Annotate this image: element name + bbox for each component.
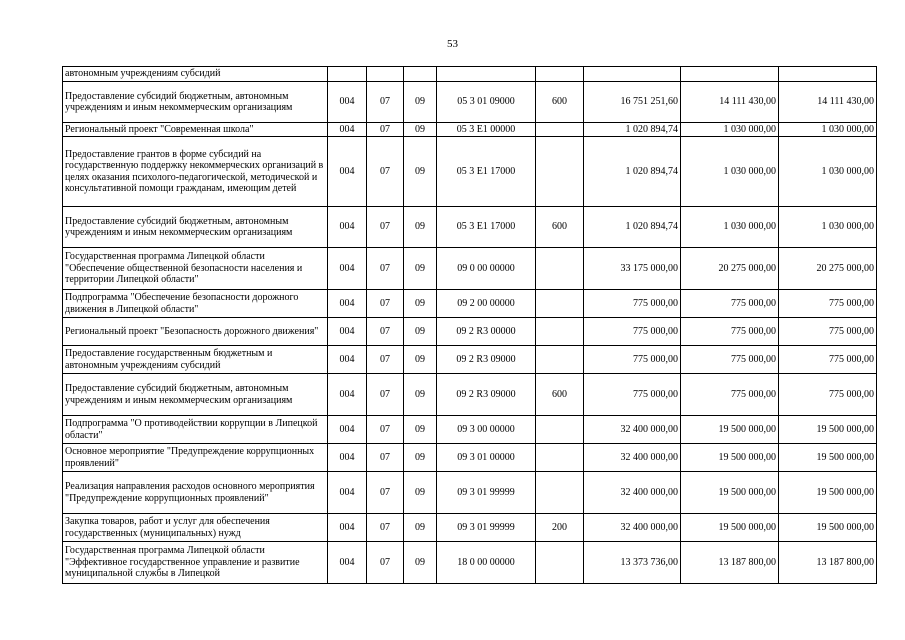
row-subsection: 09 xyxy=(404,248,437,290)
row-expense-type xyxy=(536,290,584,318)
row-expense-type xyxy=(536,67,584,82)
row-subsection: 09 xyxy=(404,444,437,472)
row-subsection: 09 xyxy=(404,514,437,542)
row-amount-year2: 1 030 000,00 xyxy=(681,123,779,137)
table-row xyxy=(63,290,877,318)
row-amount-year2: 775 000,00 xyxy=(681,290,779,318)
row-section: 07 xyxy=(367,207,404,248)
table-row xyxy=(63,123,877,137)
table-row xyxy=(63,82,877,123)
row-amount-year2: 20 275 000,00 xyxy=(681,248,779,290)
row-ved: 004 xyxy=(328,542,367,584)
row-name: Подпрограмма "Обеспечение безопасности дорожного движения в Липецкой области" xyxy=(63,290,328,318)
row-target-article: 05 3 E1 17000 xyxy=(437,137,536,207)
budget-table xyxy=(62,66,877,584)
row-amount-year3: 13 187 800,00 xyxy=(779,542,877,584)
row-name: Предоставление государственным бюджетным и автономным учреждениям субсидий xyxy=(63,346,328,374)
row-amount-year2: 775 000,00 xyxy=(681,346,779,374)
row-ved xyxy=(328,67,367,82)
row-amount-year1: 775 000,00 xyxy=(584,318,681,346)
row-amount-year3: 20 275 000,00 xyxy=(779,248,877,290)
row-section: 07 xyxy=(367,248,404,290)
row-amount-year1: 1 020 894,74 xyxy=(584,207,681,248)
row-amount-year2: 14 111 430,00 xyxy=(681,82,779,123)
row-name: Предоставление грантов в форме субсидий на государственную поддержку некоммерческих организаций в целях оказания психолого-педагогической, методической и консультативной помощи гражданам, имеющим детей xyxy=(63,137,328,207)
table-row xyxy=(63,472,877,514)
row-amount-year2: 19 500 000,00 xyxy=(681,472,779,514)
row-amount-year1: 33 175 000,00 xyxy=(584,248,681,290)
row-subsection: 09 xyxy=(404,416,437,444)
row-ved: 004 xyxy=(328,82,367,123)
row-target-article: 09 3 01 99999 xyxy=(437,514,536,542)
row-amount-year1: 32 400 000,00 xyxy=(584,514,681,542)
row-section: 07 xyxy=(367,137,404,207)
row-subsection: 09 xyxy=(404,318,437,346)
row-target-article xyxy=(437,67,536,82)
row-amount-year1: 16 751 251,60 xyxy=(584,82,681,123)
row-name: Основное мероприятие "Предупреждение коррупционных проявлений" xyxy=(63,444,328,472)
row-name: Закупка товаров, работ и услуг для обеспечения государственных (муниципальных) нужд xyxy=(63,514,328,542)
table-row xyxy=(63,137,877,207)
table-row xyxy=(63,207,877,248)
row-amount-year3: 19 500 000,00 xyxy=(779,444,877,472)
table-row xyxy=(63,248,877,290)
row-amount-year1: 775 000,00 xyxy=(584,374,681,416)
row-amount-year3: 19 500 000,00 xyxy=(779,514,877,542)
row-target-article: 05 3 E1 00000 xyxy=(437,123,536,137)
table-row xyxy=(63,318,877,346)
row-expense-type: 600 xyxy=(536,82,584,123)
row-amount-year3: 775 000,00 xyxy=(779,374,877,416)
row-expense-type xyxy=(536,416,584,444)
table-row xyxy=(63,444,877,472)
row-name: Предоставление субсидий бюджетным, автономным учреждениям и иным некоммерческим организациям xyxy=(63,374,328,416)
row-expense-type: 200 xyxy=(536,514,584,542)
row-target-article: 18 0 00 00000 xyxy=(437,542,536,584)
row-expense-type: 600 xyxy=(536,374,584,416)
table-row xyxy=(63,67,877,82)
row-name: Предоставление субсидий бюджетным, автономным учреждениям и иным некоммерческим организациям xyxy=(63,82,328,123)
table-row xyxy=(63,514,877,542)
row-amount-year3: 1 030 000,00 xyxy=(779,207,877,248)
row-ved: 004 xyxy=(328,248,367,290)
row-ved: 004 xyxy=(328,374,367,416)
row-subsection: 09 xyxy=(404,542,437,584)
row-name: Государственная программа Липецкой области "Обеспечение общественной безопасности населения и территории Липецкой области" xyxy=(63,248,328,290)
row-amount-year3: 14 111 430,00 xyxy=(779,82,877,123)
row-amount-year2: 19 500 000,00 xyxy=(681,416,779,444)
row-subsection: 09 xyxy=(404,137,437,207)
row-subsection: 09 xyxy=(404,82,437,123)
row-ved: 004 xyxy=(328,290,367,318)
table-row xyxy=(63,346,877,374)
row-amount-year2: 19 500 000,00 xyxy=(681,444,779,472)
row-amount-year2: 1 030 000,00 xyxy=(681,207,779,248)
row-target-article: 09 2 R3 09000 xyxy=(437,346,536,374)
table-row xyxy=(63,374,877,416)
row-amount-year3 xyxy=(779,67,877,82)
row-name: автономным учреждениям субсидий xyxy=(63,67,328,82)
row-name: Государственная программа Липецкой области "Эффективное государственное управление и развитие муниципальной службы в Липецкой xyxy=(63,542,328,584)
row-expense-type: 600 xyxy=(536,207,584,248)
row-subsection: 09 xyxy=(404,472,437,514)
row-amount-year1: 1 020 894,74 xyxy=(584,123,681,137)
row-subsection: 09 xyxy=(404,290,437,318)
row-expense-type xyxy=(536,123,584,137)
row-amount-year3: 1 030 000,00 xyxy=(779,123,877,137)
row-ved: 004 xyxy=(328,514,367,542)
row-amount-year2: 1 030 000,00 xyxy=(681,137,779,207)
row-section: 07 xyxy=(367,318,404,346)
row-target-article: 09 3 00 00000 xyxy=(437,416,536,444)
row-section: 07 xyxy=(367,514,404,542)
row-target-article: 09 2 R3 09000 xyxy=(437,374,536,416)
row-expense-type xyxy=(536,542,584,584)
row-amount-year1: 32 400 000,00 xyxy=(584,444,681,472)
row-target-article: 09 2 R3 00000 xyxy=(437,318,536,346)
row-expense-type xyxy=(536,318,584,346)
row-target-article: 09 2 00 00000 xyxy=(437,290,536,318)
row-amount-year1: 775 000,00 xyxy=(584,290,681,318)
row-ved: 004 xyxy=(328,318,367,346)
row-ved: 004 xyxy=(328,137,367,207)
row-amount-year2: 13 187 800,00 xyxy=(681,542,779,584)
row-amount-year3: 19 500 000,00 xyxy=(779,416,877,444)
row-expense-type xyxy=(536,472,584,514)
row-subsection: 09 xyxy=(404,374,437,416)
row-amount-year2: 775 000,00 xyxy=(681,374,779,416)
row-section: 07 xyxy=(367,123,404,137)
row-section: 07 xyxy=(367,346,404,374)
row-amount-year2: 775 000,00 xyxy=(681,318,779,346)
row-section: 07 xyxy=(367,374,404,416)
row-section: 07 xyxy=(367,290,404,318)
row-subsection: 09 xyxy=(404,346,437,374)
row-name: Региональный проект "Современная школа" xyxy=(63,123,328,137)
row-subsection: 09 xyxy=(404,207,437,248)
row-ved: 004 xyxy=(328,346,367,374)
row-amount-year3: 775 000,00 xyxy=(779,318,877,346)
row-target-article: 09 3 01 99999 xyxy=(437,472,536,514)
row-amount-year1: 32 400 000,00 xyxy=(584,472,681,514)
page-number: 53 xyxy=(447,38,458,50)
row-amount-year2 xyxy=(681,67,779,82)
row-expense-type xyxy=(536,346,584,374)
table-row xyxy=(63,416,877,444)
row-section: 07 xyxy=(367,82,404,123)
row-amount-year2: 19 500 000,00 xyxy=(681,514,779,542)
row-expense-type xyxy=(536,248,584,290)
row-amount-year1: 775 000,00 xyxy=(584,346,681,374)
row-amount-year3: 775 000,00 xyxy=(779,290,877,318)
row-subsection xyxy=(404,67,437,82)
row-section: 07 xyxy=(367,472,404,514)
row-ved: 004 xyxy=(328,207,367,248)
row-ved: 004 xyxy=(328,416,367,444)
row-target-article: 09 3 01 00000 xyxy=(437,444,536,472)
row-name: Подпрограмма "О противодействии коррупции в Липецкой области" xyxy=(63,416,328,444)
row-name: Реализация направления расходов основного мероприятия "Предупреждение коррупционных проявлений" xyxy=(63,472,328,514)
row-section: 07 xyxy=(367,444,404,472)
row-amount-year1 xyxy=(584,67,681,82)
row-amount-year1: 13 373 736,00 xyxy=(584,542,681,584)
row-section: 07 xyxy=(367,416,404,444)
row-target-article: 05 3 E1 17000 xyxy=(437,207,536,248)
row-ved: 004 xyxy=(328,472,367,514)
row-expense-type xyxy=(536,137,584,207)
row-expense-type xyxy=(536,444,584,472)
row-amount-year1: 1 020 894,74 xyxy=(584,137,681,207)
row-name: Региональный проект "Безопасность дорожного движения" xyxy=(63,318,328,346)
row-target-article: 05 3 01 09000 xyxy=(437,82,536,123)
row-ved: 004 xyxy=(328,123,367,137)
row-amount-year1: 32 400 000,00 xyxy=(584,416,681,444)
row-ved: 004 xyxy=(328,444,367,472)
row-amount-year3: 1 030 000,00 xyxy=(779,137,877,207)
row-subsection: 09 xyxy=(404,123,437,137)
row-amount-year3: 19 500 000,00 xyxy=(779,472,877,514)
table-row xyxy=(63,542,877,584)
row-section: 07 xyxy=(367,542,404,584)
row-target-article: 09 0 00 00000 xyxy=(437,248,536,290)
row-section xyxy=(367,67,404,82)
row-name: Предоставление субсидий бюджетным, автономным учреждениям и иным некоммерческим организациям xyxy=(63,207,328,248)
row-amount-year3: 775 000,00 xyxy=(779,346,877,374)
